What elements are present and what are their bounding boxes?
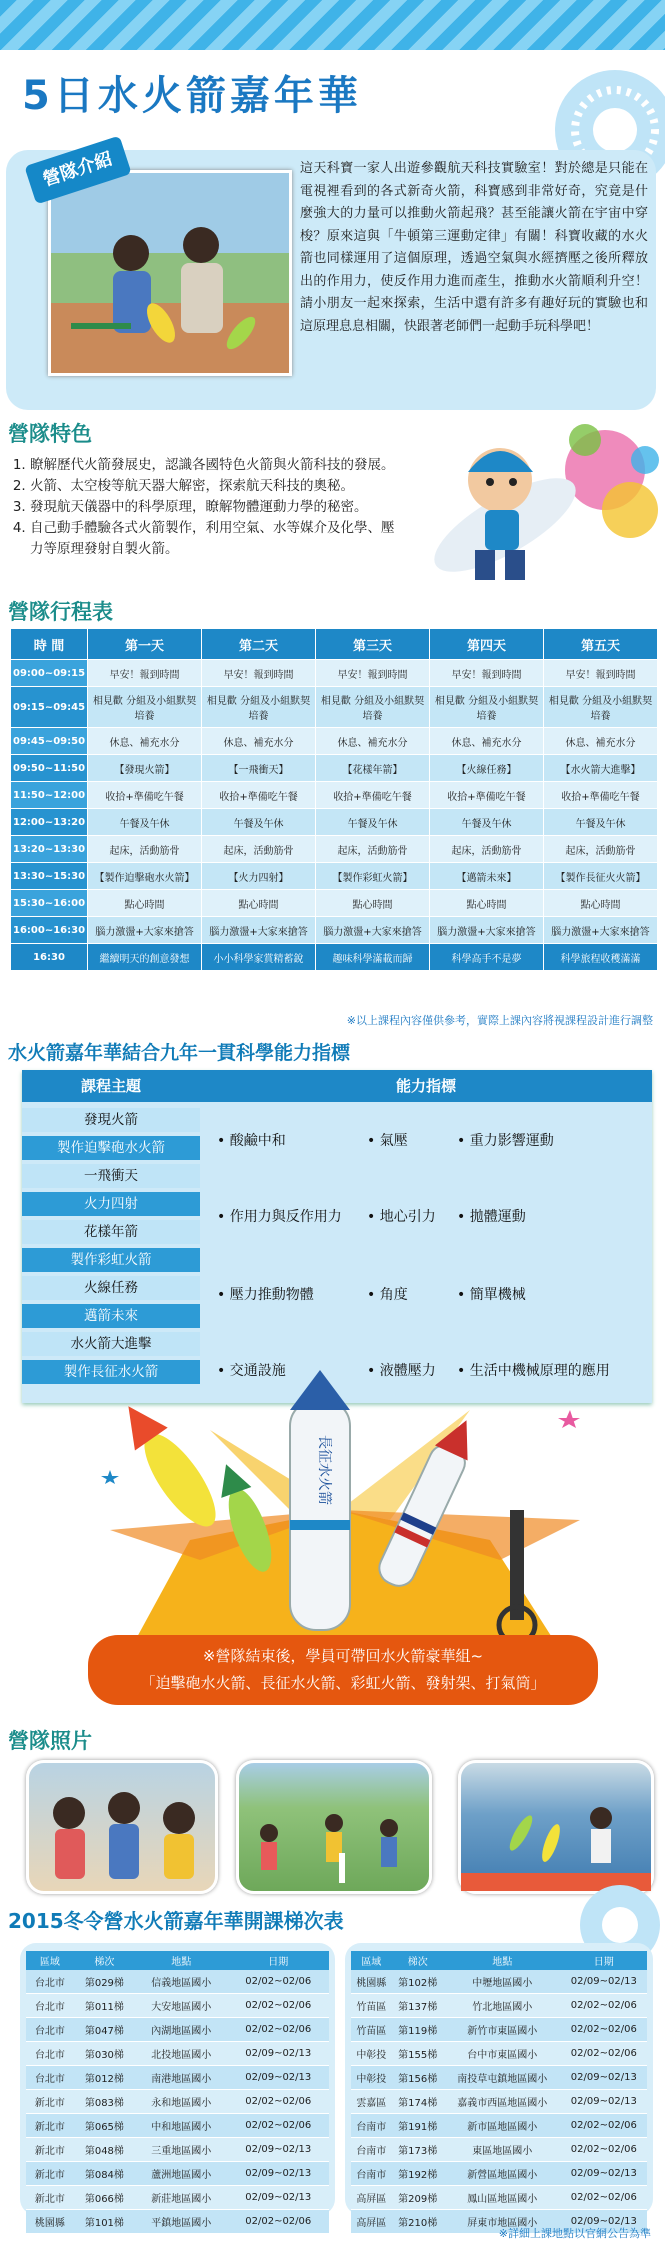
- class-row: [351, 2018, 647, 2042]
- schedule-cell: 【水火箭大進擊】: [543, 755, 657, 782]
- class-region: 雲嘉區: [351, 2090, 392, 2114]
- class-row: [26, 2066, 329, 2090]
- photos-title: 營隊照片: [8, 1729, 92, 1753]
- ability-item: • 重力影響運動: [457, 1133, 554, 1149]
- schedule-cell: 點心時間: [316, 890, 430, 917]
- class-date: 02/02~02/06: [228, 2090, 329, 2114]
- feature-item: 4. 自己動手體驗各式火箭製作，利用空氣、水等媒介及化學、壓力等原理發射自製火箭。: [30, 518, 403, 560]
- class-date: 02/09~02/13: [561, 2066, 647, 2090]
- class-row: [351, 2138, 647, 2162]
- class-location: 三重地區國小: [135, 2138, 227, 2162]
- schedule-cell: 收拾+準備吃午餐: [430, 782, 544, 809]
- kids-with-rockets-image: [51, 173, 289, 373]
- ability-item: • 生活中機械原理的應用: [457, 1363, 610, 1379]
- class-batch: 第137梯: [392, 1994, 444, 2018]
- class-date: 02/02~02/06: [561, 2186, 647, 2210]
- topic-item: 邁箭未來: [22, 1304, 200, 1328]
- schedule-cell: 收拾+準備吃午餐: [202, 782, 316, 809]
- schedule-time: 16:30: [11, 944, 88, 971]
- class-location: 大安地區國小: [135, 1994, 227, 2018]
- ability-header: [22, 1070, 652, 1102]
- ability-item: • 交通設施: [217, 1363, 286, 1379]
- classes-title: 2015冬令營水火箭嘉年華開課梯次表: [8, 1909, 344, 1933]
- class-row: [351, 2186, 647, 2210]
- class-date: 02/02~02/06: [228, 1994, 329, 2018]
- class-location: 南投草屯鎮地區國小: [444, 2066, 561, 2090]
- schedule-cell: 點心時間: [430, 890, 544, 917]
- schedule-cell: 午餐及午休: [430, 809, 544, 836]
- class-batch: 第210梯: [392, 2210, 444, 2234]
- class-row: [351, 1970, 647, 1994]
- ability-item: • 角度: [367, 1287, 408, 1303]
- class-row: [26, 1994, 329, 2018]
- schedule-cell: 腦力激盪+大家來搶答: [202, 917, 316, 944]
- class-region: 新北市: [26, 2186, 74, 2210]
- class-date: 02/02~02/06: [228, 2210, 329, 2234]
- schedule-cell: 早安！報到時間: [430, 660, 544, 687]
- class-batch: 第066梯: [74, 2186, 135, 2210]
- class-header: 梯次: [74, 1951, 135, 1970]
- class-region: 中彰投: [351, 2066, 392, 2090]
- class-location: 鳳山區地區國小: [444, 2186, 561, 2210]
- topic-item: 火線任務: [22, 1276, 200, 1300]
- schedule-time: 12:00~13:20: [11, 809, 88, 836]
- class-date: 02/09~02/13: [228, 2138, 329, 2162]
- topic-list: [22, 1108, 200, 1388]
- schedule-cell: 【花樣年箭】: [316, 755, 430, 782]
- class-batch: 第048梯: [74, 2138, 135, 2162]
- schedule-cell: 科學旅程收穫滿滿: [543, 944, 657, 971]
- class-row: [26, 2210, 329, 2234]
- class-batch: 第174梯: [392, 2090, 444, 2114]
- class-date: 02/02~02/06: [228, 2018, 329, 2042]
- class-date: 02/02~02/06: [561, 2042, 647, 2066]
- class-region: 台北市: [26, 1994, 74, 2018]
- class-date: 02/02~02/06: [561, 2114, 647, 2138]
- ability-title: 水火箭嘉年華結合九年一貫科學能力指標: [8, 1042, 351, 1064]
- class-region: 台南市: [351, 2162, 392, 2186]
- class-date: 02/09~02/13: [228, 2186, 329, 2210]
- topic-item: 火力四射: [22, 1192, 200, 1216]
- schedule-cell: 相見歡 分組及小組默契培養: [543, 687, 657, 728]
- schedule-cell: 【火力四射】: [202, 863, 316, 890]
- class-region: 新北市: [26, 2090, 74, 2114]
- class-batch: 第047梯: [74, 2018, 135, 2042]
- ability-item: • 作用力與反作用力: [217, 1209, 342, 1225]
- class-region: 新北市: [26, 2162, 74, 2186]
- astronaut-boy-illustration: [405, 410, 660, 595]
- class-batch: 第192梯: [392, 2162, 444, 2186]
- schedule-cell: 早安！報到時間: [202, 660, 316, 687]
- schedule-cell: 腦力激盪+大家來搶答: [543, 917, 657, 944]
- class-location: 蘆洲地區國小: [135, 2162, 227, 2186]
- schedule-time: 11:50~12:00: [11, 782, 88, 809]
- schedule-cell: 【製作長征火火箭】: [543, 863, 657, 890]
- class-location: 東區地區國小: [444, 2138, 561, 2162]
- classes-note: ※詳細上課地點以官網公告為準: [498, 2227, 651, 2240]
- class-region: 高屏區: [351, 2186, 392, 2210]
- class-region: 中彰投: [351, 2042, 392, 2066]
- class-header: 區域: [351, 1951, 392, 1970]
- class-date: 02/09~02/13: [561, 2090, 647, 2114]
- schedule-time: 13:20~13:30: [11, 836, 88, 863]
- schedule-cell: 起床，活動筋骨: [88, 836, 202, 863]
- class-batch: 第191梯: [392, 2114, 444, 2138]
- class-batch: 第101梯: [74, 2210, 135, 2234]
- schedule-cell: 收拾+準備吃午餐: [543, 782, 657, 809]
- schedule-cell: 科學高手不是夢: [430, 944, 544, 971]
- class-header: 地點: [444, 1951, 561, 1970]
- class-row: [26, 2018, 329, 2042]
- class-batch: 第083梯: [74, 2090, 135, 2114]
- class-location: 新營區地區國小: [444, 2162, 561, 2186]
- schedule-row: [11, 728, 658, 755]
- ability-item: • 酸鹼中和: [217, 1133, 286, 1149]
- schedule-cell: 【邁箭未來】: [430, 863, 544, 890]
- schedule-cell: 小小科學家賞精蓄銳: [202, 944, 316, 971]
- class-batch: 第102梯: [392, 1970, 444, 1994]
- class-location: 南港地區國小: [135, 2066, 227, 2090]
- class-location: 台中市東區國小: [444, 2042, 561, 2066]
- schedule-title: 營隊行程表: [8, 600, 113, 624]
- class-location: 中和地區國小: [135, 2114, 227, 2138]
- intro-text: 這天科寶一家人出遊參觀航天科技實驗室！對於總是只能在電視裡看到的各式新奇火箭，科寶感到非常好奇，究竟是什麼強大的力量可以推動火箭起飛？甚至能讓火箭在宇宙中穿梭？原來這與「牛頓第三運動定律」有關！科寶收藏的水火箭也同樣運用了這個原理，透過空氣與水經擠壓之後所釋放出的作用力，使反作用力進而產生，推動水火箭順利升空！請小朋友一起來探索，生活中還有許多有趣好玩的實驗也和這原理息息相關，快跟著老師們一起動手玩科學吧！: [300, 161, 648, 334]
- schedule-header: 第一天: [88, 629, 202, 660]
- class-date: 02/09~02/13: [228, 2042, 329, 2066]
- schedule-cell: 早安！報到時間: [316, 660, 430, 687]
- schedule-header: 第二天: [202, 629, 316, 660]
- camp-photo-3: [458, 1760, 654, 1894]
- class-row: [351, 2042, 647, 2066]
- schedule-cell: 相見歡 分組及小組默契培養: [88, 687, 202, 728]
- schedule-row: [11, 755, 658, 782]
- class-batch: 第209梯: [392, 2186, 444, 2210]
- class-row: [26, 2162, 329, 2186]
- schedule-header-row: [11, 629, 658, 660]
- class-location: 屏東市地區國小: [444, 2210, 561, 2234]
- rocket-label: 長征水火箭: [316, 1435, 332, 1505]
- class-region: 新北市: [26, 2114, 74, 2138]
- class-location: 新市區地區國小: [444, 2114, 561, 2138]
- award-line-2: 「迫擊砲水火箭、長征水火箭、彩虹火箭、發射架、打氣筒」: [140, 1674, 546, 1692]
- class-row: [26, 2042, 329, 2066]
- class-date: 02/02~02/06: [228, 1970, 329, 1994]
- camp-photo-image: [461, 1763, 651, 1891]
- ability-item: • 壓力推動物體: [217, 1287, 314, 1303]
- topic-item: 一飛衝天: [22, 1164, 200, 1188]
- schedule-cell: 點心時間: [202, 890, 316, 917]
- class-date: 02/09~02/13: [561, 2210, 647, 2234]
- class-batch: 第084梯: [74, 2162, 135, 2186]
- schedule-cell: 早安！報到時間: [88, 660, 202, 687]
- class-location: 新莊地區國小: [135, 2186, 227, 2210]
- schedule-header: 第五天: [543, 629, 657, 660]
- schedule-row: [11, 917, 658, 944]
- class-header: 日期: [228, 1951, 329, 1970]
- schedule-cell: 早安！報到時間: [543, 660, 657, 687]
- camp-photo-2: [236, 1760, 432, 1894]
- schedule-row: [11, 944, 658, 971]
- class-row: [26, 1970, 329, 1994]
- class-batch: 第119梯: [392, 2018, 444, 2042]
- schedule-time: 09:15~09:45: [11, 687, 88, 728]
- class-date: 02/09~02/13: [228, 2066, 329, 2090]
- schedule-cell: 繼續明天的創意發想: [88, 944, 202, 971]
- class-batch: 第155梯: [392, 2042, 444, 2066]
- schedule-time: 09:00~09:15: [11, 660, 88, 687]
- schedule-cell: 午餐及午休: [316, 809, 430, 836]
- class-region: 竹苗區: [351, 2018, 392, 2042]
- ability-item: • 簡單機械: [457, 1287, 526, 1303]
- topic-item: 製作長征水火箭: [22, 1360, 200, 1384]
- class-location: 新竹市東區國小: [444, 2018, 561, 2042]
- class-region: 台南市: [351, 2138, 392, 2162]
- class-header: 日期: [561, 1951, 647, 1970]
- class-date: 02/09~02/13: [561, 1970, 647, 1994]
- schedule-cell: 【一飛衝天】: [202, 755, 316, 782]
- class-location: 永和地區國小: [135, 2090, 227, 2114]
- class-location: 北投地區國小: [135, 2042, 227, 2066]
- class-location: 內湖地區國小: [135, 2018, 227, 2042]
- schedule-cell: 休息、補充水分: [430, 728, 544, 755]
- camp-photo-image: [239, 1763, 429, 1891]
- ability-item: • 氣壓: [367, 1133, 408, 1149]
- class-header: 地點: [135, 1951, 227, 1970]
- intro-photo: [48, 170, 292, 376]
- class-batch: 第156梯: [392, 2066, 444, 2090]
- class-batch: 第030梯: [74, 2042, 135, 2066]
- schedule-row: [11, 890, 658, 917]
- water-rockets-illustration: [90, 1370, 590, 1650]
- class-header: 區域: [26, 1951, 74, 1970]
- schedule-cell: 【發現火箭】: [88, 755, 202, 782]
- topic-item: 製作迫擊砲水火箭: [22, 1136, 200, 1160]
- class-region: 台北市: [26, 1970, 74, 1994]
- schedule-cell: 腦力激盪+大家來搶答: [88, 917, 202, 944]
- camp-photo-image: [29, 1763, 215, 1891]
- schedule-row: [11, 863, 658, 890]
- topic-item: 製作彩虹火箭: [22, 1248, 200, 1272]
- topic-item: 花樣年箭: [22, 1220, 200, 1244]
- schedule-cell: 相見歡 分組及小組默契培養: [202, 687, 316, 728]
- class-row: [26, 2186, 329, 2210]
- ability-item: • 地心引力: [367, 1209, 436, 1225]
- camp-photo-1: [26, 1760, 218, 1894]
- class-region: 台南市: [351, 2114, 392, 2138]
- header-stripe: [0, 0, 665, 50]
- schedule-cell: 趣味科學滿載而歸: [316, 944, 430, 971]
- class-region: 台北市: [26, 2066, 74, 2090]
- topic-item: 發現火箭: [22, 1108, 200, 1132]
- class-region: 新北市: [26, 2138, 74, 2162]
- class-row: [26, 2090, 329, 2114]
- schedule-row: [11, 782, 658, 809]
- class-location: 平鎮地區國小: [135, 2210, 227, 2234]
- schedule-time: 16:00~16:30: [11, 917, 88, 944]
- schedule-header: 第四天: [430, 629, 544, 660]
- class-list-left: [20, 1943, 335, 2229]
- topic-item: 水火箭大進擊: [22, 1332, 200, 1356]
- features-title: 營隊特色: [8, 422, 92, 446]
- class-list-right: [345, 1943, 653, 2229]
- schedule-cell: 點心時間: [88, 890, 202, 917]
- schedule-time: 15:30~16:00: [11, 890, 88, 917]
- schedule-cell: 午餐及午休: [202, 809, 316, 836]
- ability-col-index: 能力指標: [395, 1077, 456, 1095]
- class-row: [26, 2114, 329, 2138]
- schedule-cell: 腦力激盪+大家來搶答: [316, 917, 430, 944]
- class-row: [351, 2090, 647, 2114]
- schedule-cell: 午餐及午休: [543, 809, 657, 836]
- page-title: 5日水火箭嘉年華: [22, 73, 362, 119]
- ability-item: • 拋體運動: [457, 1209, 526, 1225]
- schedule-time: 09:45~09:50: [11, 728, 88, 755]
- class-batch: 第011梯: [74, 1994, 135, 2018]
- award-banner: [88, 1635, 598, 1705]
- class-region: 台北市: [26, 2042, 74, 2066]
- class-row: [26, 2138, 329, 2162]
- class-location: 竹北地區國小: [444, 1994, 561, 2018]
- class-region: 竹苗區: [351, 1994, 392, 2018]
- schedule-cell: 收拾+準備吃午餐: [316, 782, 430, 809]
- schedule-table: [10, 628, 658, 971]
- schedule-cell: 休息、補充水分: [88, 728, 202, 755]
- schedule-cell: 相見歡 分組及小組默契培養: [316, 687, 430, 728]
- class-region: 台北市: [26, 2018, 74, 2042]
- class-location: 信義地區國小: [135, 1970, 227, 1994]
- class-date: 02/02~02/06: [561, 2018, 647, 2042]
- class-region: 桃園縣: [351, 1970, 392, 1994]
- class-date: 02/02~02/06: [561, 2138, 647, 2162]
- ability-col-topic: 課程主題: [80, 1077, 141, 1095]
- schedule-row: [11, 660, 658, 687]
- class-region: 高屏區: [351, 2210, 392, 2234]
- schedule-row: [11, 687, 658, 728]
- class-batch: 第012梯: [74, 2066, 135, 2090]
- class-header: 梯次: [392, 1951, 444, 1970]
- class-row: [351, 2162, 647, 2186]
- schedule-header: 時 間: [11, 629, 88, 660]
- feature-item: 1. 瞭解歷代火箭發展史，認識各國特色火箭與火箭科技的發展。: [30, 455, 403, 476]
- schedule-cell: 【火線任務】: [430, 755, 544, 782]
- ability-panel: [22, 1070, 652, 1403]
- schedule-cell: 起床，活動筋骨: [316, 836, 430, 863]
- schedule-cell: 腦力激盪+大家來搶答: [430, 917, 544, 944]
- ability-item: • 液體壓力: [367, 1363, 436, 1379]
- class-row: [351, 2066, 647, 2090]
- class-region: 桃園縣: [26, 2210, 74, 2234]
- schedule-cell: 【製作彩虹火箭】: [316, 863, 430, 890]
- schedule-cell: 午餐及午休: [88, 809, 202, 836]
- schedule-cell: 休息、補充水分: [202, 728, 316, 755]
- class-date: 02/02~02/06: [561, 1994, 647, 2018]
- schedule-cell: 起床，活動筋骨: [202, 836, 316, 863]
- schedule-row: [11, 836, 658, 863]
- schedule-time: 13:30~15:30: [11, 863, 88, 890]
- schedule-cell: 休息、補充水分: [543, 728, 657, 755]
- schedule-cell: 【製作迫擊砲水火箭】: [88, 863, 202, 890]
- schedule-cell: 點心時間: [543, 890, 657, 917]
- schedule-header: 第三天: [316, 629, 430, 660]
- class-date: 02/09~02/13: [228, 2162, 329, 2186]
- features-list: [8, 455, 403, 560]
- schedule-cell: 起床，活動筋骨: [430, 836, 544, 863]
- class-date: 02/02~02/06: [228, 2114, 329, 2138]
- schedule-cell: 相見歡 分組及小組默契培養: [430, 687, 544, 728]
- schedule-cell: 休息、補充水分: [316, 728, 430, 755]
- schedule-cell: 收拾+準備吃午餐: [88, 782, 202, 809]
- schedule-row: [11, 809, 658, 836]
- class-batch: 第065梯: [74, 2114, 135, 2138]
- feature-item: 2. 火箭、太空梭等航天器大解密，探索航天科技的奧秘。: [30, 476, 403, 497]
- schedule-note: ※以上課程內容僅供參考，實際上課內容將視課程設計進行調整: [346, 1014, 653, 1027]
- schedule-cell: 起床，活動筋骨: [543, 836, 657, 863]
- class-row: [351, 2114, 647, 2138]
- class-location: 嘉義市西區地區國小: [444, 2090, 561, 2114]
- award-line-1: ※營隊結束後，學員可帶回水火箭豪華組~: [202, 1647, 484, 1665]
- class-batch: 第029梯: [74, 1970, 135, 1994]
- feature-item: 3. 發現航天儀器中的科學原理，瞭解物體運動力學的秘密。: [30, 497, 403, 518]
- class-batch: 第173梯: [392, 2138, 444, 2162]
- class-date: 02/09~02/13: [561, 2162, 647, 2186]
- schedule-time: 09:50~11:50: [11, 755, 88, 782]
- class-row: [351, 1994, 647, 2018]
- intro-tag: 營隊介紹: [24, 136, 131, 205]
- class-location: 中壢地區國小: [444, 1970, 561, 1994]
